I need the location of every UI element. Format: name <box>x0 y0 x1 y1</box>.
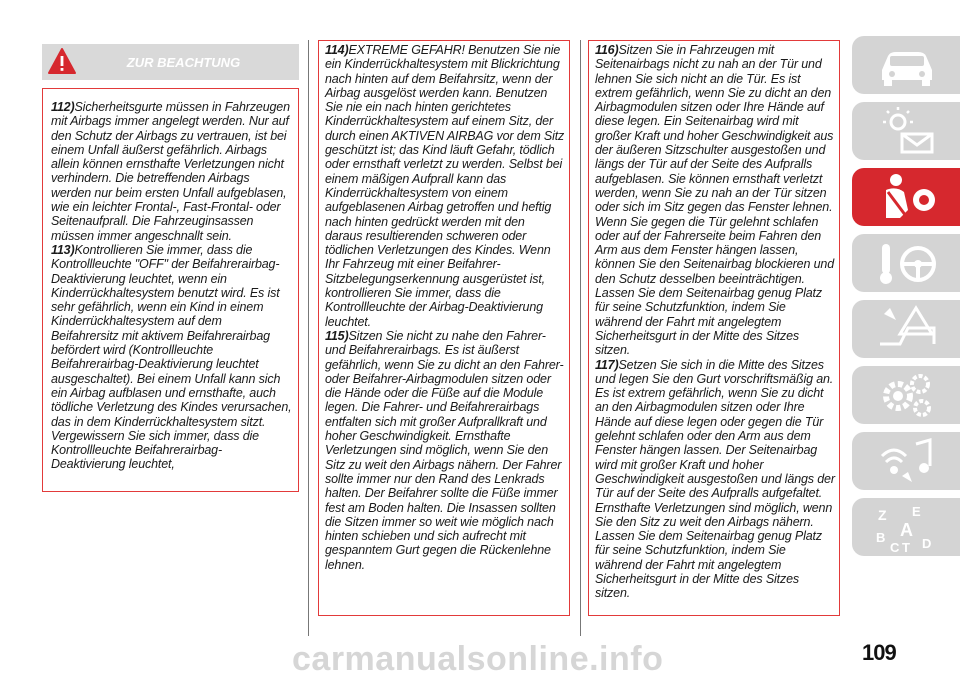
warning-item: 115)Sitzen Sie nicht zu nahe den Fahrer- und Beifahrerairbags. Es ist äußerst gefährlich, wenn Sie zu dicht an den Fahrer- oder Beifahrer-Airbagmodulen sitzen oder die Hände oder die Füße auf die Module legen. Die Fahrer- und Beifahrerairbags entfalten sich mit großer Aufprallkraft und hoher Geschwindigkeit. Ernsthafte Verletzungen sind möglich, wenn Sie den Sitz zu weit den Airbags nähern. Der Fahrer sollte immer nur den Rand des Lenkrads halten. Der Beifahrer sollte die Füße immer fest am Boden halten. Die Insassen sollten die Sitzen immer so weit wie möglich nach hinten schieben und sich aufrecht mit gespanntem Gurt gegen die Rückenlehne lehnen. <box>325 328 564 572</box>
warning-box-3 <box>588 40 840 616</box>
warning-box-1 <box>42 88 299 492</box>
tab-dashboard[interactable] <box>852 102 960 160</box>
roadside-warning-icon <box>872 304 942 354</box>
warning-item: 116)Sitzen Sie in Fahrzeugen mit Seitenairbags nicht zu nah an der Tür und lehnen Sie sich nicht an die Tür. Es ist extrem gefährlich, wenn Sie zu dicht an den Airbagmodulen sitzen oder Ihre Hände auf diese legen. Ein Seitenairbag wird mit großer Kraft und hoher Geschwindigkeit aus der äußeren Sitzschulter ausgestoßen und längs der Tür auf der Seite des Aufpralls aufgeblasen. Sie können ernsthaft verletzt werden, wenn Sie zu nah an der Tür sitzen oder sich im Sitz gegen das Fenster lehnen. Wenn Sie gegen die Tür gelehnt schlafen oder auf der Fahrerseite beim Fahren den Arm aus dem Fenster hängen lassen, können Sie den Seitenairbag blockieren und den Schutz desselben beeinträchtigen. Lassen Sie dem Seitenairbag genug Platz für seine Schutzfunktion, indem Sie während der Fahrt mit angelegtem Sicherheitsgurt in der Mitte des Sitzes sitzen. <box>595 43 835 358</box>
media-navigation-icon <box>872 436 942 486</box>
svg-text:T: T <box>902 540 910 552</box>
warning-item: 113)Kontrollieren Sie immer, dass die Kontrollleuchte "OFF" der Beifahrerairbag-Deaktivierung leuchtet, wenn ein Kinderrückhaltesystem benutzt wird. Es ist sehr gefährlich, wenn ein Kind in einem Kinderrückhaltesystem auf dem Beifahrersitz mit aktivem Beifahrerairbag befördert wird (Kontrollleuchte Beifahrerairbag-Deaktivierung leuchtet ausgeschaltet). Bei einem Unfall kann sich ein Airbag aufblasen und ernsthafte, auch tödliche Verletzung des Kindes verursachen, das in dem Kinderrückhaltesystem sitzt. Vergewissern Sie sich immer, dass die Kontrollleuchte Beifahrerairbag-Deaktivierung leuchtet, <box>51 242 292 472</box>
tab-index[interactable] <box>852 498 960 556</box>
svg-text:A: A <box>900 520 913 540</box>
warning-item: 117)Setzen Sie sich in die Mitte des Sitzes und legen Sie den Gurt vorschriftsmäßig an. Es ist extrem gefährlich, wenn Sie zu dicht an den Airbagmodulen sitzen oder Ihre Hände auf diese legen oder gegen die Tür gelehnt schlafen oder den Arm aus dem Fenster hängen lassen. Der Seitenairbag wird mit großer Kraft und hoher Geschwindigkeit ausgestoßen und längs der Tür auf der Seite des Aufpralls aufgefaltet. Ernsthafte Verletzungen sind möglich, wenn Sie den Sitz zu weit den Airbags nähern. Lassen Sie dem Seitenairbag genug Platz für seine Schutzfunktion, indem Sie während der Fahrt mit angelegtem Sicherheitsgurt in der Mitte des Sitzes sitzen. <box>595 357 835 601</box>
watermark: carmanualsonline.info <box>292 640 664 678</box>
svg-text:D: D <box>922 536 932 551</box>
svg-text:Z: Z <box>878 507 887 523</box>
warning-box-2 <box>318 40 570 616</box>
svg-text:E: E <box>912 504 921 519</box>
svg-text:C: C <box>890 540 900 552</box>
tab-vehicle[interactable] <box>852 36 960 94</box>
dashboard-lights-icon <box>872 106 942 156</box>
svg-text:B: B <box>876 530 886 545</box>
key-steering-icon <box>872 238 942 288</box>
warning-triangle-icon <box>47 47 77 75</box>
alphabet-index-icon <box>872 502 942 552</box>
tab-maintenance[interactable] <box>852 366 960 424</box>
tab-driving[interactable] <box>852 234 960 292</box>
warning-header-title: ZUR BEACHTUNG <box>126 55 241 70</box>
tab-emergency[interactable] <box>852 300 960 358</box>
seatbelt-airbag-icon <box>872 172 942 222</box>
column-divider <box>580 40 581 636</box>
column-divider <box>308 40 309 636</box>
page-number: 109 <box>862 640 896 665</box>
warning-item: 112)Sicherheitsgurte müssen in Fahrzeugen mit Airbags immer angelegt werden. Nur auf den Schutz der Airbags zu vertrauen, ist bei einem Unfall äußerst gefährlich. Airbags allein können ernsthafte Verletzungen nicht verhindern. Die betreffenden Airbags werden nur beim ersten Unfall aufgeblasen, wie ein leichter Frontal-, Fast-Frontal- oder Seitenaufprall. Die Fahrzeuginsassen müssen immer angeschnallt sein. <box>51 100 290 243</box>
warning-item: 114)EXTREME GEFAHR! Benutzen Sie nie ein Kinderrückhaltesystem mit Blickrichtung nach hinten auf dem Beifahrsitz, wenn der Airbag ausgelöst werden kann. Benutzen Sie nie ein nach hinten gerichtetes Kinderrückhaltesystem auf einem Sitz, der durch einen AKTIVEN AIRBAG vor dem Sitz geschützt ist; das Kind läuft Gefahr, tödlich oder ernsthaft verletzt zu werden. Selbst bei einem mäßigen Aufprall kann das Kinderrückhaltesystem von einem aufgeblasenen Airbag getroffen und heftig nach hinten gedrückt werden mit den daraus resultierenden schweren oder tödlichen Verletzungen des Kindes. Wenn Ihr Fahrzeug mit einer Beifahrer-Sitzbelegungserkennung ausgerüstet ist, kontrollieren Sie immer, dass die Kontrollleuchte der Airbag-Deaktivierung leuchtet. <box>325 43 565 329</box>
warning-header-bar <box>42 44 299 80</box>
gears-icon <box>872 370 942 420</box>
tab-safety[interactable] <box>852 168 960 226</box>
car-icon <box>872 40 942 90</box>
tab-multimedia[interactable] <box>852 432 960 490</box>
